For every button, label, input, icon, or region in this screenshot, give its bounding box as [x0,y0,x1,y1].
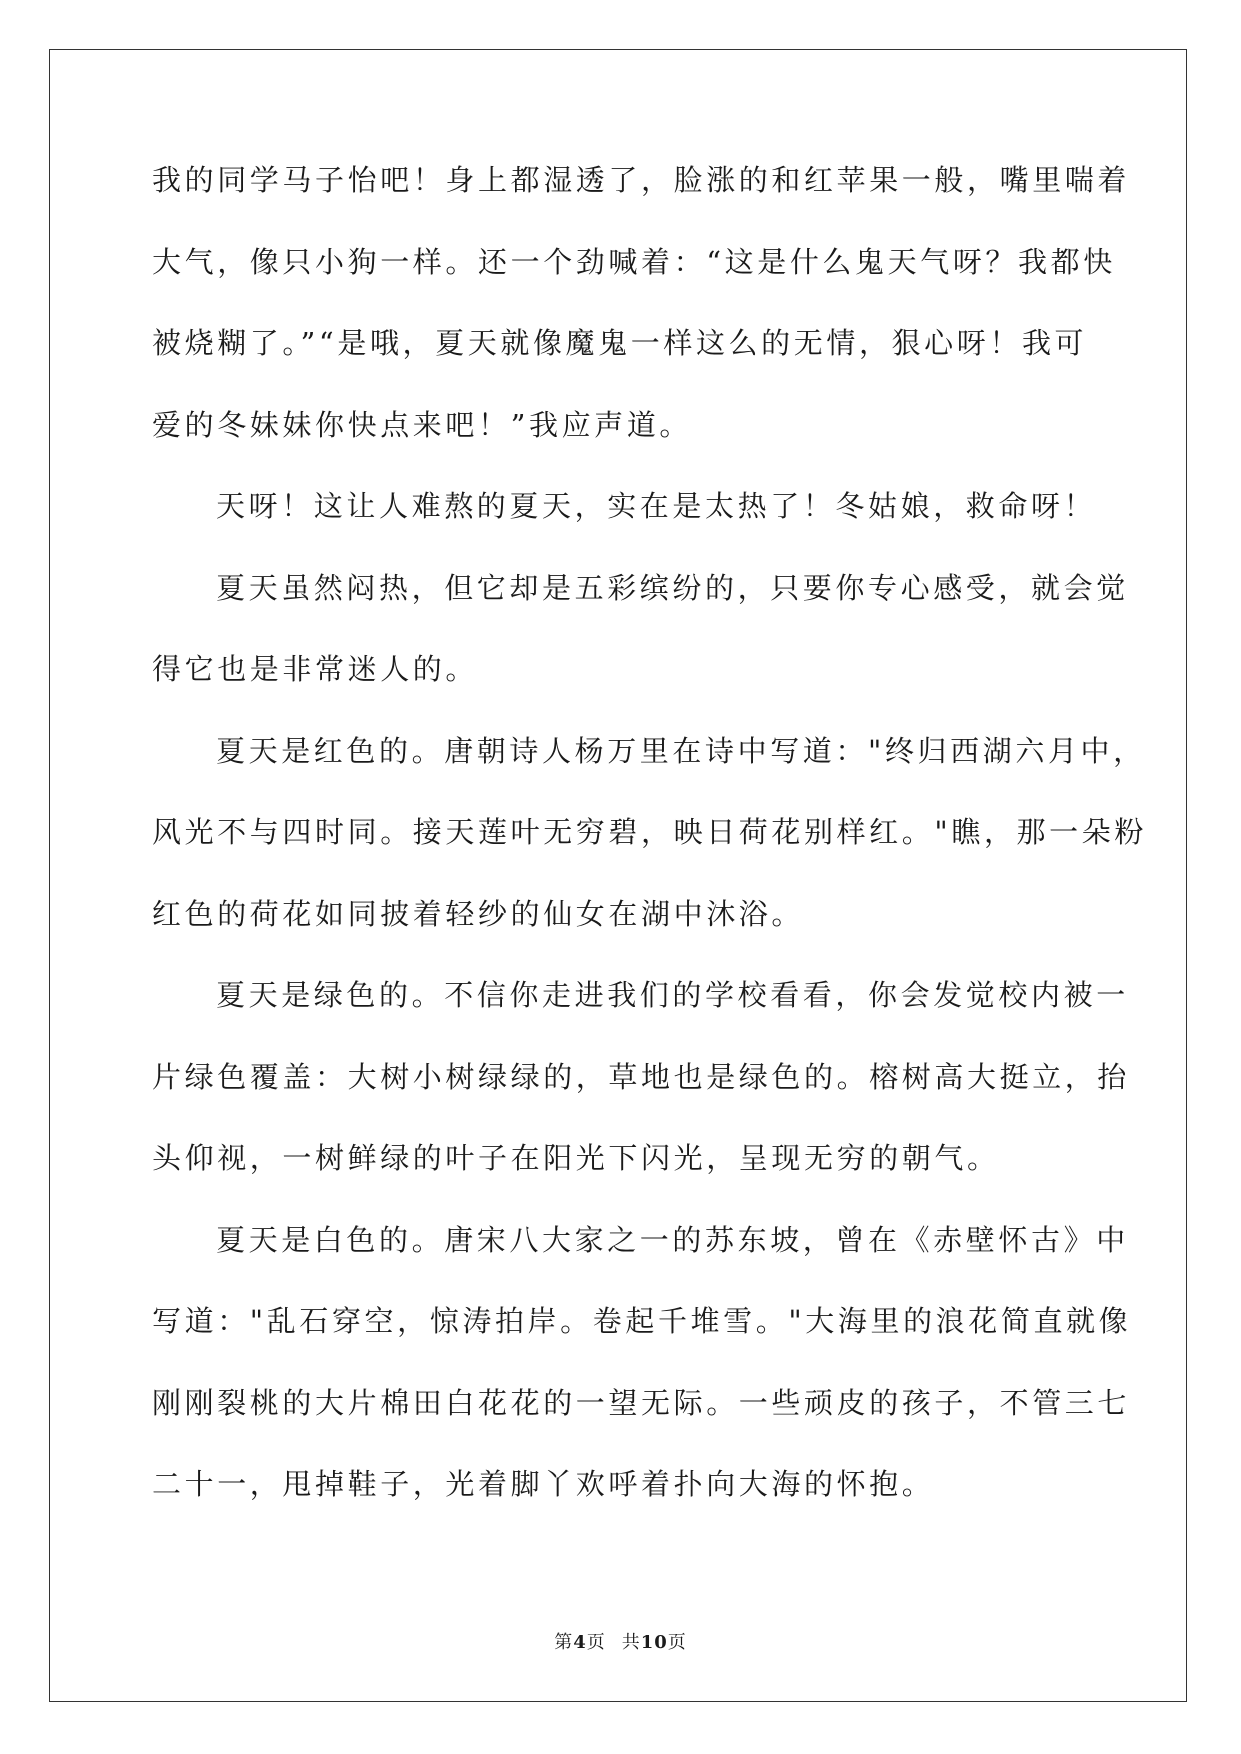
text-line-6: 夏天虽然闷热，但它却是五彩缤纷的，只要你专心感受，就会觉 [216,570,1129,605]
page-number: 4 [573,1632,587,1653]
text-line-9: 风光不与四时同。接天莲叶无穷碧，映日荷花别样红。"瞧，那一朵粉 [152,815,1147,849]
text-line-1: 我的同学马子怡吧！身上都湿透了，脸涨的和红苹果一般，嘴里喘着 [152,163,1131,197]
text-line-2: 大气，像只小狗一样。还一个劲喊着：“这是什么鬼天气呀？我都快 [152,244,1116,279]
text-line-14: 夏天是白色的。唐宋八大家之一的苏东坡，曾在《赤壁怀古》中 [216,1222,1129,1257]
text-line-11: 夏天是绿色的。不信你走进我们的学校看看，你会发觉校内被一 [216,978,1129,1012]
text-line-17: 二十一，甩掉鞋子，光着脚丫欢呼着扑向大海的怀抱。 [152,1467,935,1501]
page-prefix: 第 [554,1632,574,1653]
total-pages: 10 [640,1632,668,1653]
text-line-4: 爱的冬妹妹你快点来吧！”我应声道。 [152,407,693,442]
text-line-10: 红色的荷花如同披着轻纱的仙女在湖中沐浴。 [152,896,805,931]
text-line-5: 天呀！这让人难熬的夏天，实在是太热了！冬姑娘，救命呀！ [216,489,1097,523]
page-footer [0,1631,1241,1655]
total-suffix: 页 [667,1632,687,1653]
text-line-8: 夏天是红色的。唐朝诗人杨万里在诗中写道："终归西湖六月中， [216,733,1146,768]
document-body [152,160,1147,1546]
text-line-16: 刚刚裂桃的大片棉田白花花的一望无际。一些顽皮的孩子，不管三七 [152,1385,1131,1420]
page-suffix: 页 [586,1632,606,1653]
text-line-15: 写道："乱石穿空，惊涛拍岸。卷起千堆雪。"大海里的浪花简直就像 [152,1304,1132,1338]
text-line-13: 头仰视，一树鲜绿的叶子在阳光下闪光，呈现无穷的朝气。 [152,1141,1000,1175]
text-line-7: 得它也是非常迷人的。 [152,652,479,686]
text-line-12: 片绿色覆盖：大树小树绿绿的，草地也是绿色的。榕树高大挺立，抬 [152,1059,1131,1094]
total-prefix: 共 [621,1632,641,1653]
text-line-3: 被烧糊了。”“是哦，夏天就像魔鬼一样这么的无情，狠心呀！我可 [152,326,1088,360]
